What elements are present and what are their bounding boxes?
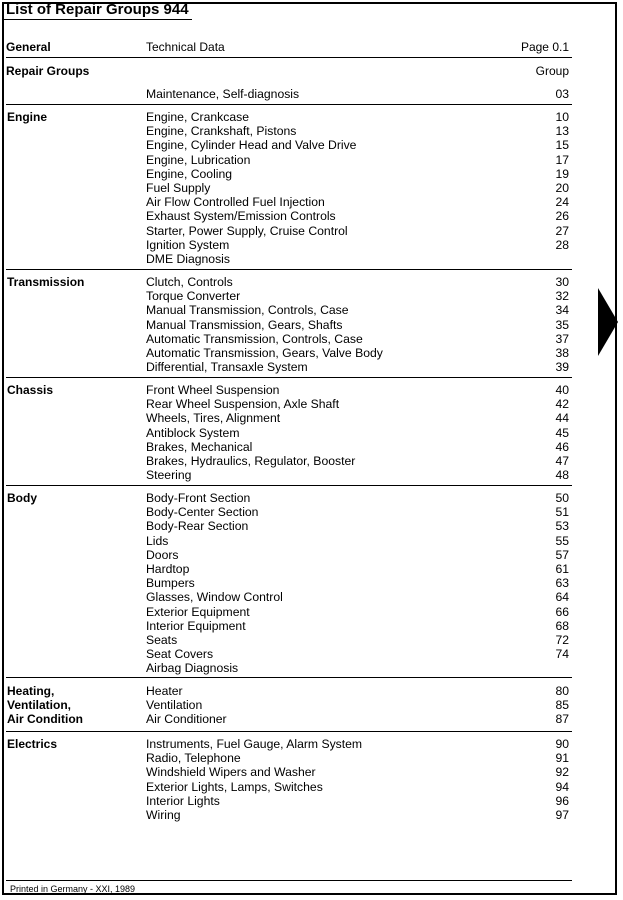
header-repair-groups: Repair Groups <box>6 64 90 78</box>
repair-group-number: 53 <box>555 519 569 534</box>
page-title: List of Repair Groups 944 <box>6 1 189 18</box>
section-rule <box>6 677 572 678</box>
repair-group-name: Engine, Crankshaft, Pistons <box>146 124 297 139</box>
repair-group-number: 92 <box>555 765 569 780</box>
repair-group-name: Torque Converter <box>146 289 241 304</box>
repair-group-number: 39 <box>555 360 569 375</box>
repair-group-name: Radio, Telephone <box>146 751 241 766</box>
repair-group-name: Body-Rear Section <box>146 519 249 534</box>
footer-imprint: Printed in Germany - XXI, 1989 <box>10 884 136 894</box>
repair-group-number: 13 <box>555 124 569 139</box>
section-rule <box>6 485 572 486</box>
section-label: Heating, <box>7 684 55 698</box>
repair-group-name: Air Flow Controlled Fuel Injection <box>146 195 325 210</box>
repair-group-number: 15 <box>555 138 569 153</box>
section-label: Body <box>7 491 37 505</box>
section-label: Electrics <box>7 737 58 751</box>
repair-group-number: 72 <box>555 633 569 647</box>
title-rule <box>2 19 192 20</box>
repair-group-name: Starter, Power Supply, Cruise Control <box>146 223 348 238</box>
repair-group-number: 55 <box>555 533 569 548</box>
repair-group-name: Automatic Transmission, Controls, Case <box>146 331 363 346</box>
repair-group-name: Body-Front Section <box>146 491 251 505</box>
repair-group-number: 28 <box>555 237 569 252</box>
repair-group-name: Front Wheel Suspension <box>146 383 280 397</box>
arrow-right-icon <box>598 288 618 356</box>
repair-group-name: Maintenance, Self-diagnosis <box>146 87 300 101</box>
repair-group-number: 45 <box>555 425 569 440</box>
repair-group-name: Exterior Lights, Lamps, Switches <box>146 779 323 794</box>
repair-group-number: 96 <box>555 793 569 808</box>
section-rule <box>6 104 572 105</box>
section-rule <box>6 731 572 732</box>
repair-group-name: Automatic Transmission, Gears, Valve Body <box>146 346 383 360</box>
repair-group-number: 80 <box>555 684 569 698</box>
repair-group-number: 42 <box>555 397 569 412</box>
repair-group-number: 61 <box>555 562 569 576</box>
repair-group-number: 50 <box>555 491 569 505</box>
section-label: Engine <box>7 110 48 124</box>
repair-group-name: Engine, Crankcase <box>146 110 249 124</box>
header-page-number: Page 0.1 <box>520 40 569 54</box>
repair-group-name: Brakes, Mechanical <box>146 439 253 454</box>
repair-group-number: 47 <box>555 454 569 468</box>
section-label: Ventilation, <box>7 698 72 713</box>
repair-group-name: Instruments, Fuel Gauge, Alarm System <box>146 737 363 751</box>
repair-group-number: 32 <box>555 289 569 304</box>
repair-group-number: 57 <box>555 547 569 562</box>
repair-group-name: Antiblock System <box>146 425 240 440</box>
section-rule <box>6 269 572 270</box>
repair-group-name: Fuel Supply <box>146 181 211 195</box>
repair-group-number: 20 <box>555 181 569 195</box>
repair-group-name: Bumpers <box>146 576 195 591</box>
repair-group-number: 44 <box>555 411 569 426</box>
repair-group-number: 87 <box>555 712 569 727</box>
repair-group-name: Manual Transmission, Gears, Shafts <box>146 317 343 332</box>
repair-group-name: Brakes, Hydraulics, Regulator, Booster <box>146 454 356 468</box>
repair-group-number: 19 <box>555 166 569 181</box>
repair-group-name: Doors <box>146 547 179 562</box>
repair-group-number: 90 <box>555 737 569 751</box>
repair-group-name: Hardtop <box>146 562 190 576</box>
header-technical-data: Technical Data <box>146 40 225 54</box>
repair-group-number: 68 <box>555 618 569 633</box>
repair-group-number: 51 <box>555 505 569 520</box>
page-frame <box>2 2 617 895</box>
repair-group-number: 63 <box>555 576 569 591</box>
repair-group-name: Clutch, Controls <box>146 275 233 289</box>
repair-group-name: Seats <box>146 633 178 647</box>
repair-group-name: Steering <box>146 468 192 483</box>
repair-group-number: 97 <box>555 808 569 822</box>
repair-group-name: Exhaust System/Emission Controls <box>146 209 336 224</box>
header-group: Group <box>535 64 569 78</box>
repair-group-number: 48 <box>555 468 569 483</box>
header-rule <box>6 57 572 58</box>
repair-group-name: Wheels, Tires, Alignment <box>146 411 281 426</box>
repair-group-number: 91 <box>555 751 569 766</box>
section-label: Transmission <box>7 275 85 289</box>
repair-group-number: 64 <box>555 590 569 605</box>
repair-group-name: Differential, Transaxle System <box>146 360 308 375</box>
repair-group-name: Engine, Cooling <box>146 166 233 181</box>
repair-group-number: 66 <box>555 604 569 619</box>
section-label: Chassis <box>7 383 54 397</box>
repair-group-number: 74 <box>555 647 569 662</box>
repair-group-name: Wiring <box>146 808 181 822</box>
repair-group-number: 26 <box>555 209 569 224</box>
repair-group-name: Seat Covers <box>146 647 214 662</box>
repair-group-number: 34 <box>555 303 569 318</box>
repair-group-number: 17 <box>555 152 569 167</box>
repair-group-number: 03 <box>555 87 569 101</box>
repair-group-name: Interior Equipment <box>146 618 246 633</box>
repair-group-name: DME Diagnosis <box>146 252 230 266</box>
repair-group-name: Ventilation <box>146 698 203 713</box>
repair-group-number: 10 <box>555 110 569 124</box>
repair-group-number: 46 <box>555 439 569 454</box>
repair-group-name: Heater <box>146 684 183 698</box>
repair-group-number: 38 <box>555 346 569 360</box>
repair-group-name: Engine, Cylinder Head and Valve Drive <box>146 138 357 153</box>
repair-group-number: 37 <box>555 331 569 346</box>
repair-group-name: Windshield Wipers and Washer <box>146 765 316 780</box>
repair-group-number: 40 <box>555 383 569 397</box>
repair-group-number: 30 <box>555 275 569 289</box>
section-label: Air Condition <box>7 712 83 727</box>
repair-group-name: Glasses, Window Control <box>146 590 283 605</box>
repair-group-number: 85 <box>555 698 569 713</box>
repair-group-number: 24 <box>555 195 569 210</box>
repair-group-name: Manual Transmission, Controls, Case <box>146 303 349 318</box>
repair-group-name: Interior Lights <box>146 793 220 808</box>
repair-group-name: Body-Center Section <box>146 505 259 520</box>
footer-rule <box>6 880 572 881</box>
repair-group-name: Air Conditioner <box>146 712 227 727</box>
repair-group-name: Engine, Lubrication <box>146 152 251 167</box>
repair-group-name: Rear Wheel Suspension, Axle Shaft <box>146 397 340 412</box>
repair-group-name: Exterior Equipment <box>146 604 250 619</box>
section-rule <box>6 377 572 378</box>
repair-group-name: Lids <box>146 533 169 548</box>
repair-group-number: 27 <box>555 223 569 238</box>
repair-group-name: Airbag Diagnosis <box>146 661 239 676</box>
repair-group-name: Ignition System <box>146 237 230 252</box>
repair-group-number: 35 <box>555 317 569 332</box>
repair-group-number: 94 <box>555 779 569 794</box>
header-general: General <box>6 40 51 54</box>
